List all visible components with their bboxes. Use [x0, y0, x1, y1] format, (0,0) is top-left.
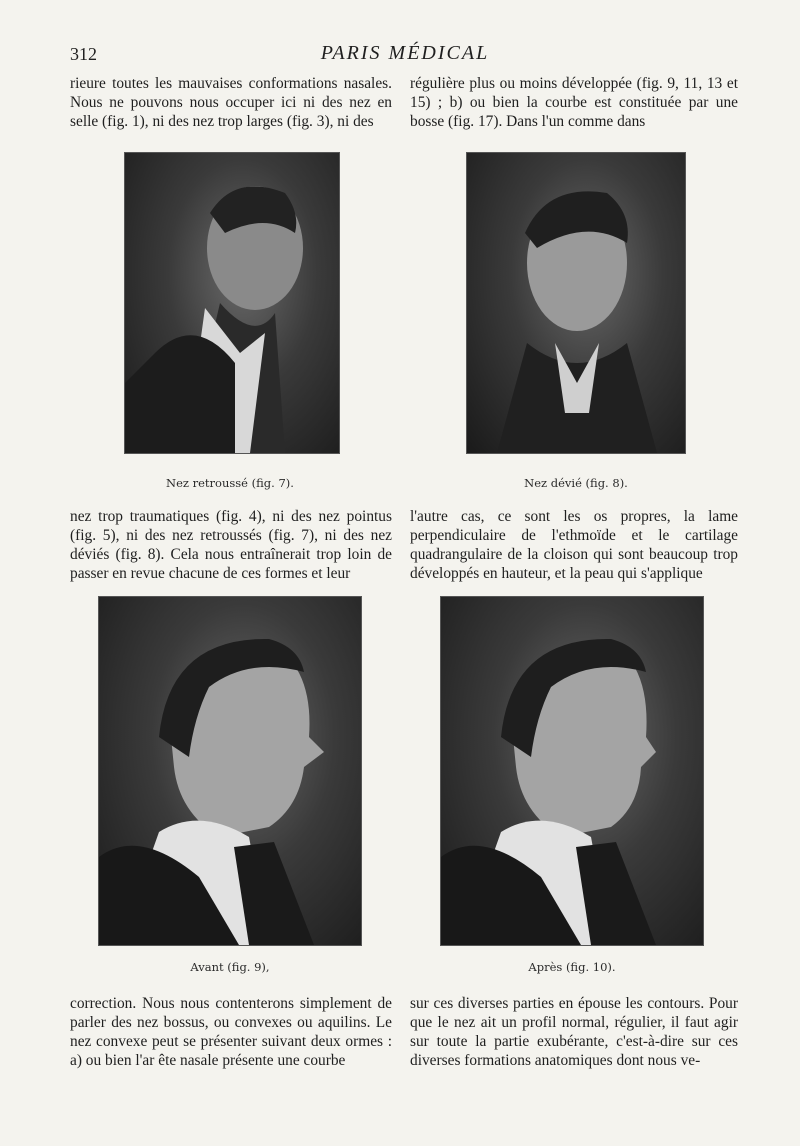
text-column-right-top — [410, 74, 738, 131]
paragraph: l'autre cas, ce sont les os propres, la lame perpendiculaire de l'ethmoïde et le cartilage quadrangulaire de la cloison qui sont beaucoup trop développés en hauteur, et la peau qui s'applique — [410, 508, 738, 582]
paragraph: nez trop traumatiques (fig. 4), ni des nez pointus (fig. 5), ni des nez retroussés (fig. 7), ni des nez déviés (fig. 8). Cela nous entraînerait trop loin de passer en revue chacune de ces formes et leur — [70, 508, 392, 582]
figure-caption: Nez dévié (fig. 8). — [524, 476, 628, 490]
paragraph: correction. Nous nous contenterons simplement de parler des nez bossus, ou convexes ou aquilins. Le nez convexe peut se présenter suivant deux ormes : a) ou bien l'ar ête nasale présente une courbe — [70, 995, 392, 1069]
paragraph: sur ces diverses parties en épouse les contours. Pour que le nez ait un profil normal, régulier, il faut agir sur toute la partie exubérante, c'est-à-dire sur ces diverses formations anatomiques dont nous ve- — [410, 995, 738, 1069]
figure-7 — [120, 152, 340, 492]
portrait-photo-before — [98, 596, 362, 946]
figure-caption: Avant (fig. 9), — [190, 960, 270, 974]
text-column-left-bottom — [70, 994, 392, 1070]
text-column-left-top — [70, 74, 392, 131]
portrait-photo-upturned-nose — [124, 152, 340, 454]
text-column-left-middle — [70, 507, 392, 583]
paragraph: régulière plus ou moins développée (fig. 9, 11, 13 et 15) ; b) ou bien la courbe est constituée par une bosse (fig. 17). Dans l'un comme dans — [410, 75, 738, 130]
page-header — [70, 44, 740, 70]
figure-9 — [98, 596, 362, 976]
portrait-photo-after — [440, 596, 704, 946]
page-number: 312 — [70, 44, 97, 64]
figure-caption: Après (fig. 10). — [528, 960, 616, 974]
text-column-right-middle — [410, 507, 738, 583]
figure-caption: Nez retroussé (fig. 7). — [166, 476, 294, 490]
text-column-right-bottom — [410, 994, 738, 1070]
figure-10 — [440, 596, 704, 976]
journal-title: PARIS MÉDICAL — [320, 42, 490, 64]
portrait-photo-deviated-nose — [466, 152, 686, 454]
figure-8 — [463, 152, 689, 492]
paragraph: rieure toutes les mauvaises conformations nasales. Nous ne pouvons nous occuper ici ni des nez en selle (fig. 1), ni des nez trop larges (fig. 3), ni des — [70, 75, 392, 130]
